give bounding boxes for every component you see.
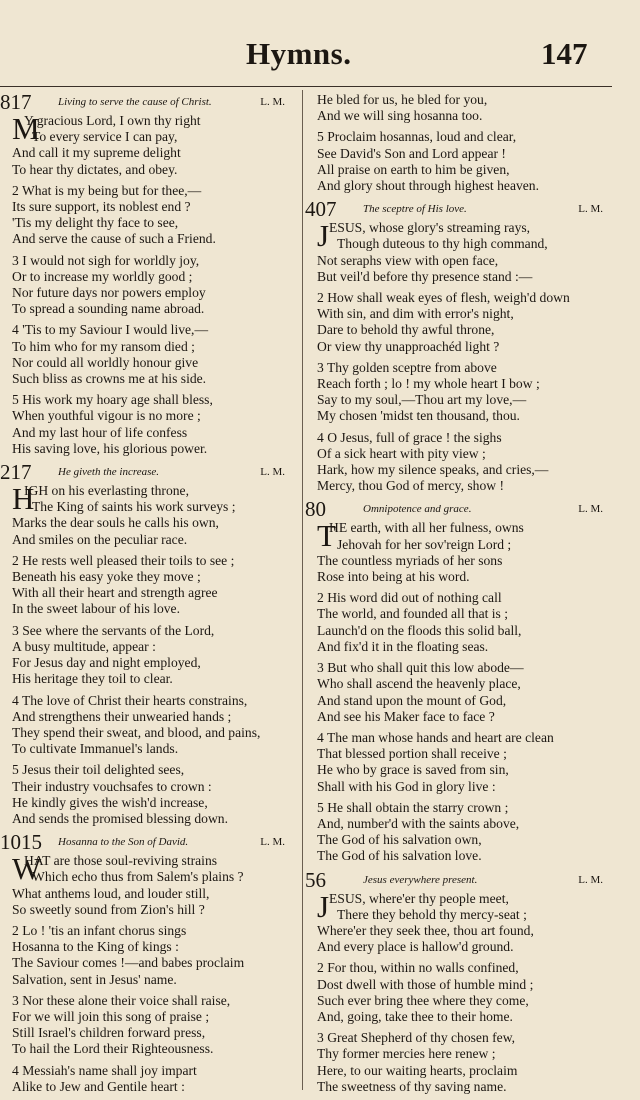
verse-line: And fix'd it in the floating seas. — [317, 638, 489, 654]
verse-line: Say to my soul,—Thou art my love,— — [317, 392, 527, 408]
hymn — [305, 867, 603, 1095]
verse-line: And my last hour of life confess — [12, 424, 188, 440]
verse-line: 3 Thy golden sceptre from above — [317, 359, 497, 375]
verse-line: The countless myriads of her sons — [317, 552, 503, 568]
verse-line: And, going, take thee to their home. — [317, 1008, 513, 1024]
verse-line: The Saviour comes !—and babes proclaim — [12, 955, 245, 971]
verse-line: To cultivate Immanuel's lands. — [12, 741, 179, 757]
verse-line: Or to increase my worldly good ; — [12, 268, 193, 284]
hymn-verse — [0, 322, 285, 387]
verse-line: And sends the promised blessing down. — [12, 810, 228, 826]
hymn-number: 1015 — [0, 830, 42, 855]
hymn-verse — [0, 1063, 285, 1095]
hymn-meter: L. M. — [260, 466, 285, 479]
verse-line: The sweetness of thy saving name. — [317, 1078, 507, 1094]
verse-line: Where'er they seek thee, thou art found, — [317, 922, 534, 938]
verse-line: Who shall ascend the heavenly place, — [317, 676, 521, 692]
hymn-meter: L. M. — [578, 503, 603, 516]
hymn-heading — [305, 499, 603, 520]
hymn-verse — [305, 1030, 603, 1095]
hymn-verse — [305, 520, 603, 585]
verse-line: 4 Messiah's name shall joy impart — [12, 1062, 197, 1078]
hymn-verse — [305, 220, 603, 285]
verse-line: Jehovah for her sov'reign Lord ; — [337, 536, 512, 552]
verse-line: Their industry vouchsafes to crown : — [12, 778, 212, 794]
verse-line: 2 What is my being but for thee,— — [12, 182, 202, 198]
verse-line: 5 His work my hoary age shall bless, — [12, 392, 213, 408]
verse-line: 3 Great Shepherd of thy chosen few, — [317, 1030, 516, 1046]
left-column — [0, 92, 285, 1100]
hymn-verse — [305, 129, 603, 194]
hymn — [305, 92, 603, 194]
verse-line: For Jesus day and night employed, — [12, 655, 201, 671]
verse-line: 2 How shall weak eyes of flesh, weigh'd down — [317, 290, 570, 306]
hymn-heading — [0, 92, 285, 113]
verse-line: And we will sing hosanna too. — [317, 108, 483, 124]
verse-line: My chosen 'midst ten thousand, thou. — [317, 408, 520, 424]
verse-line: To spread a sounding name abroad. — [12, 301, 205, 317]
verse-line: HE earth, with all her fulness, owns — [329, 520, 524, 536]
verse-line: He bled for us, he bled for you, — [317, 92, 488, 107]
hymn-number: 407 — [305, 197, 337, 222]
hymn — [305, 499, 603, 864]
verse-line: Still Israel's children forward press, — [12, 1025, 206, 1041]
verse-line: So sweetly sound from Zion's hill ? — [12, 901, 205, 917]
hymn-subtitle: Omnipotence and grace. — [363, 503, 472, 516]
hymn — [0, 462, 285, 827]
verse-line: 5 Jesus their toil delighted sees, — [12, 762, 185, 778]
verse-line: 'Tis my delight thy face to see, — [12, 215, 179, 231]
hymn-verse — [305, 960, 603, 1025]
verse-line: 5 He shall obtain the starry crown ; — [317, 799, 509, 815]
verse-line: Reach forth ; lo ! my whole heart I bow ; — [317, 376, 540, 392]
verse-line: Salvation, sent in Jesus' name. — [12, 971, 177, 987]
hymn-verse — [305, 800, 603, 865]
right-column — [305, 92, 603, 1100]
page-title: Hymns. — [246, 36, 352, 71]
hymn-verse — [305, 92, 603, 124]
drop-cap: J — [317, 888, 330, 924]
verse-line: To every service I can pay, — [32, 129, 178, 145]
hymn-subtitle: Jesus everywhere present. — [363, 873, 478, 886]
verse-line: And smiles on the peculiar race. — [12, 531, 188, 547]
verse-line: 4 O Jesus, full of grace ! the sighs — [317, 429, 502, 445]
verse-line: IGH on his everlasting throne, — [24, 483, 189, 499]
verse-line: A busy multitude, appear : — [12, 638, 156, 654]
hymn-verse — [305, 660, 603, 725]
verse-line: Here, to our waiting hearts, proclaim — [317, 1062, 518, 1078]
verse-line: And glory shout through highest heaven. — [317, 178, 540, 194]
verse-line: 2 For thou, within no walls confined, — [317, 960, 519, 976]
verse-line: Hark, how my silence speaks, and cries,— — [317, 462, 549, 478]
verse-line: To hear thy dictates, and obey. — [12, 161, 178, 177]
hymn-verse — [305, 360, 603, 425]
hymn-meter: L. M. — [578, 873, 603, 886]
hymn-subtitle: He giveth the increase. — [58, 466, 159, 479]
verse-line: Y gracious Lord, I own thy right — [24, 113, 201, 128]
hymn-heading — [305, 199, 603, 220]
verse-line: 3 But who shall quit this low abode— — [317, 660, 524, 676]
hymn-verse — [0, 853, 285, 918]
hymn-subtitle: The sceptre of His love. — [363, 203, 467, 216]
verse-line: Though duteous to thy high command, — [337, 236, 548, 252]
verse-line: Thy former mercies here renew ; — [317, 1046, 496, 1062]
drop-cap: W — [12, 851, 42, 887]
page-header — [0, 0, 640, 86]
verse-line: Nor future days nor powers employ — [12, 285, 206, 301]
verse-line: Nor could all worldly honour give — [12, 354, 199, 370]
verse-line: Of a sick heart with pity view ; — [317, 445, 486, 461]
verse-line: Rose into being at his word. — [317, 569, 470, 585]
hymn-number: 56 — [305, 867, 326, 892]
verse-line: That blessed portion shall receive ; — [317, 746, 507, 762]
verse-line: ESUS, where'er thy people meet, — [329, 890, 509, 906]
verse-line: 5 Proclaim hosannas, loud and clear, — [317, 129, 517, 145]
verse-line: 4 'Tis to my Saviour I would live,— — [12, 322, 209, 338]
hymn-verse — [305, 430, 603, 495]
verse-line: The God of his salvation own, — [317, 832, 482, 848]
hymn-verse — [0, 693, 285, 758]
hymn-verse — [0, 113, 285, 178]
verse-line: Which echo thus from Salem's plains ? — [32, 869, 244, 885]
verse-line: HAT are those soul-reviving strains — [24, 853, 218, 869]
hymn-heading — [305, 867, 603, 892]
hymn-number: 80 — [305, 497, 326, 522]
verse-line: 3 I would not sigh for worldly joy, — [12, 252, 200, 268]
verse-line: His saving love, his glorious power. — [12, 440, 208, 456]
hymn-heading — [0, 462, 285, 483]
verse-line: Launch'd on the floods this solid ball, — [317, 622, 522, 638]
verse-line: 3 See where the servants of the Lord, — [12, 622, 215, 638]
hymn-verse — [0, 183, 285, 248]
verse-line: And stand upon the mount of God, — [317, 692, 507, 708]
hymn-verse — [0, 392, 285, 457]
hymn-verse — [305, 730, 603, 795]
verse-line: Beneath his easy yoke they move ; — [12, 569, 201, 585]
verse-line: 3 Nor these alone their voice shall raise, — [12, 992, 231, 1008]
verse-line: In the sweet labour of his love. — [12, 601, 180, 617]
hymn-verse — [305, 290, 603, 355]
verse-line: 2 Lo ! 'tis an infant chorus sings — [12, 922, 187, 938]
verse-line: Not seraphs view with open face, — [317, 252, 499, 268]
hymn-verse — [305, 590, 603, 655]
verse-line: Hosanna to the King of kings : — [12, 939, 179, 955]
header-rule — [0, 86, 612, 87]
verse-line: They spend their sweat, and blood, and pains, — [12, 724, 261, 740]
verse-line: Shall with his God in glory live : — [317, 778, 496, 794]
verse-line: And every place is hallow'd ground. — [317, 939, 514, 955]
hymn-verse — [0, 762, 285, 827]
hymn-subtitle: Hosanna to the Son of David. — [58, 836, 189, 849]
page-number: 147 — [541, 36, 588, 71]
verse-line: With sin, and dim with error's night, — [317, 306, 514, 322]
verse-line: See David's Son and Lord appear ! — [317, 145, 506, 161]
hymn-verse — [0, 923, 285, 988]
drop-cap: H — [12, 481, 35, 517]
verse-line: Alike to Jew and Gentile heart : — [12, 1078, 185, 1094]
verse-line: ESUS, whose glory's streaming rays, — [329, 220, 531, 236]
column-divider — [302, 90, 303, 1090]
verse-line: There they behold thy mercy-seat ; — [337, 906, 527, 922]
verse-line: Such ever bring thee where they come, — [317, 992, 529, 1008]
hymn-number: 817 — [0, 90, 32, 114]
hymn-number: 217 — [0, 460, 32, 485]
verse-line: Such bliss as crowns me at his side. — [12, 371, 207, 387]
verse-line: All praise on earth to him be given, — [317, 161, 510, 177]
hymn-subtitle: Living to serve the cause of Christ. — [58, 96, 212, 108]
verse-line: And, number'd with the saints above, — [317, 815, 520, 831]
verse-line: The King of saints his work surveys ; — [32, 499, 236, 515]
drop-cap: T — [317, 518, 336, 554]
verse-line: To hail the Lord their Righteousness. — [12, 1041, 214, 1057]
verse-line: 2 His word did out of nothing call — [317, 590, 502, 606]
hymn-heading — [0, 832, 285, 853]
hymn-verse — [0, 553, 285, 618]
hymn-verse — [0, 623, 285, 688]
verse-line: For we will join this song of praise ; — [12, 1008, 210, 1024]
verse-line: And call it my supreme delight — [12, 145, 181, 161]
hymn-verse — [0, 483, 285, 548]
verse-line: What anthems loud, and louder still, — [12, 885, 210, 901]
verse-line: Dost dwell with those of humble mind ; — [317, 976, 534, 992]
verse-line: He who by grace is saved from sin, — [317, 762, 509, 778]
verse-line: The world, and founded all that is ; — [317, 606, 509, 622]
verse-line: Its sure support, its noblest end ? — [12, 199, 191, 215]
verse-line: And see his Maker face to face ? — [317, 708, 495, 724]
hymn-verse — [0, 993, 285, 1058]
verse-line: He kindly gives the wish'd increase, — [12, 794, 208, 810]
hymn — [0, 832, 285, 1095]
hymn-verse — [0, 253, 285, 318]
hymn — [305, 199, 603, 494]
hymn-verse — [305, 888, 603, 956]
verse-line: But veil'd before thy presence stand :— — [317, 268, 533, 284]
verse-line: Dare to behold thy awful throne, — [317, 322, 495, 338]
hymn-meter: L. M. — [578, 203, 603, 216]
verse-line: 4 The man whose hands and heart are clean — [317, 729, 554, 745]
verse-line: 4 The love of Christ their hearts constrains, — [12, 692, 248, 708]
verse-line: The God of his salvation love. — [317, 848, 482, 864]
hymn — [0, 92, 285, 457]
verse-line: And strengthens their unwearied hands ; — [12, 708, 232, 724]
drop-cap: M — [12, 111, 40, 146]
verse-line: Mercy, thou God of mercy, show ! — [317, 478, 504, 494]
verse-line: With all their heart and strength agree — [12, 585, 218, 601]
verse-line: When youthful vigour is no more ; — [12, 408, 201, 424]
verse-line: His heritage they toil to clear. — [12, 671, 173, 687]
verse-line: And serve the cause of such a Friend. — [12, 231, 216, 247]
verse-line: To him who for my ransom died ; — [12, 338, 195, 354]
drop-cap: J — [317, 218, 330, 254]
verse-line: 2 He rests well pleased their toils to see ; — [12, 552, 235, 568]
verse-line: Marks the dear souls he calls his own, — [12, 515, 219, 531]
hymn-meter: L. M. — [260, 96, 285, 108]
hymn-meter: L. M. — [260, 836, 285, 849]
verse-line: Or view thy unapproachéd light ? — [317, 338, 500, 354]
